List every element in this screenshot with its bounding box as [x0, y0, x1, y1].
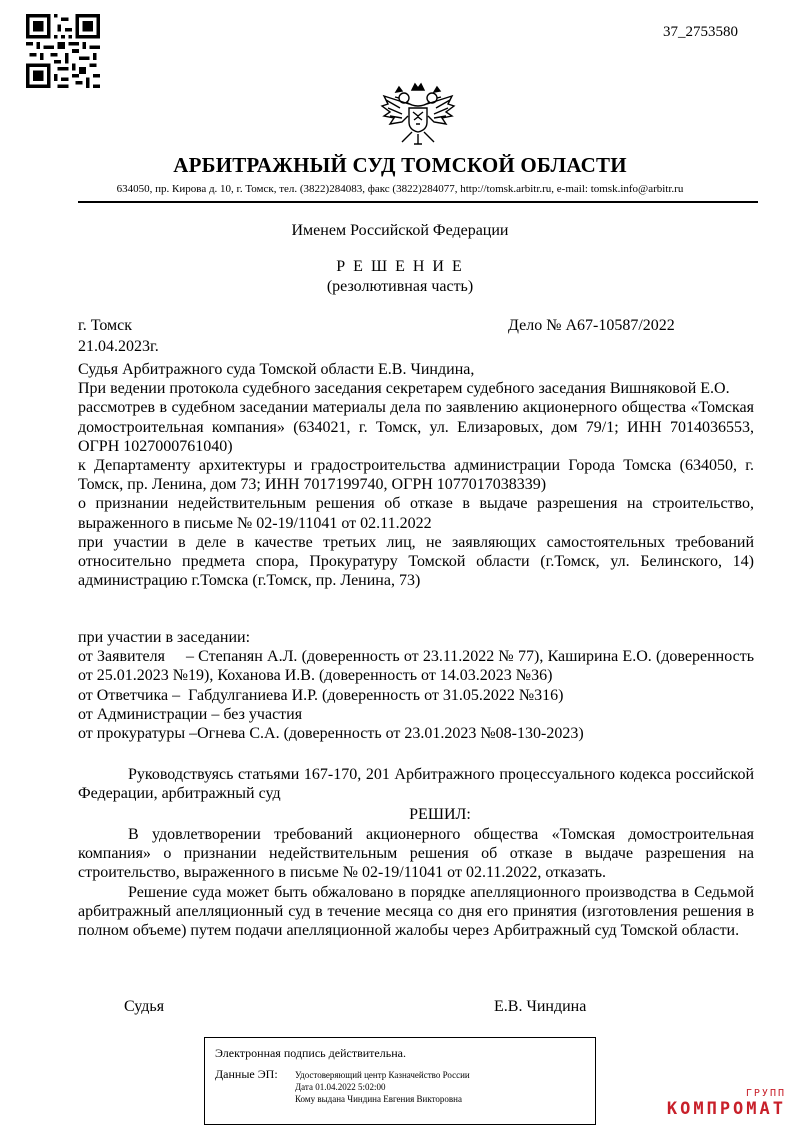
- participants-respondent: от Ответчика – Габдулганиева И.Р. (доверенность от 31.05.2022 №316): [78, 686, 564, 704]
- subject-line: о признании недействительным решения об отказе в выдаче разрешения на строительство, выраженного в письме № 02-19/11041 от 02.11.2022: [78, 495, 754, 532]
- third-parties-line: при участии в деле в качестве третьих лиц, не заявляющих самостоятельных требований относительно предмета спора, Прокуратуру Томской области (г.Томск, ул. Белинского, 14) администрацию г.Томска (г.Томск, пр. Ленина, 73): [78, 533, 754, 590]
- e-signature-valid: Электронная подпись действительна.: [215, 1046, 406, 1060]
- watermark-big: КОМПРОМАТ: [666, 1099, 786, 1119]
- case-description: [78, 360, 754, 590]
- case-number: Дело № А67-10587/2022: [508, 317, 675, 334]
- judge-line: Судья Арбитражного суда Томской области Е.В. Чиндина,: [78, 361, 475, 378]
- watermark-small: ГРУПП: [745, 1088, 786, 1099]
- resolved-label: РЕШИЛ:: [409, 806, 471, 823]
- qr-code: [26, 14, 100, 88]
- applicant-line: рассмотрев в судебном заседании материалы дела по заявлению акционерного общества «Томская домостроительная компания» (634021, г. Томск, ул. Елизаровых, дом 79/1; ИНН 7014036553, ОГРН 1027000761040): [78, 399, 754, 455]
- city: г. Томск: [78, 317, 133, 334]
- signature-label: Судья: [124, 998, 165, 1015]
- watermark: [667, 1088, 786, 1119]
- respondent-line: к Департаменту архитектуры и градостроительства администрации Города Томска (634050, г. Томск, пр. Ленина, дом 73; ИНН 7017199740, ОГРН 1077017038339): [78, 457, 754, 494]
- judge-name: Е.В. Чиндина: [494, 998, 587, 1015]
- e-signature-issuer: Удостоверяющий центр Казначейство России: [295, 1070, 470, 1080]
- document-number: 37_2753580: [663, 24, 738, 40]
- decision-heading: Р Е Ш Е Н И Е: [336, 258, 464, 275]
- e-signature-details: [295, 1069, 470, 1105]
- e-signature-issued-to: Кому выдана Чиндина Евгения Викторовна: [295, 1094, 462, 1104]
- name-of-federation: Именем Российской Федерации: [291, 222, 509, 239]
- participants: [78, 628, 758, 743]
- decision-subtitle: (резолютивная часть): [326, 278, 474, 295]
- coat-of-arms-icon: [376, 76, 460, 152]
- resolution-text: В удовлетворении требований акционерного общества «Томская домостроительная компания» о признании недействительным решения об отказе в выдаче разрешения на строительство, выраженного в письме № 02-19/11041 от 02.11.2022, отказать.: [78, 826, 754, 882]
- guided-by: Руководствуясь статьями 167-170, 201 Арбитражного процессуального кодекса российской Федерации, арбитражный суд: [78, 766, 754, 803]
- participants-administration: от Администрации – без участия: [78, 705, 303, 723]
- court-title: АРБИТРАЖНЫЙ СУД ТОМСКОЙ ОБЛАСТИ: [173, 153, 627, 177]
- e-signature-data-label: Данные ЭП:: [215, 1067, 278, 1081]
- participants-applicant: от Заявителя – Степанян А.Л. (доверенность от 23.11.2022 № 77), Каширина Е.О. (доверенность от 25.01.2023 №19), Коханова И.В. (доверенность от 14.03.2023 №36): [78, 648, 758, 685]
- header-divider: [78, 201, 758, 203]
- secretary-line: При ведении протокола судебного заседания секретарем судебного заседания Вишняковой Е.О.: [78, 380, 730, 398]
- court-address: 634050, пр. Кирова д. 10, г. Томск, тел. (3822)284083, факс (3822)284077, http://tomsk.arbitr.ru, e-mail: tomsk.info@arbitr.ru: [116, 183, 684, 195]
- e-signature-box: [204, 1037, 596, 1125]
- participants-prosecutor: от прокуратуры –Огнева С.А. (доверенность от 23.01.2023 №08-130-2023): [78, 725, 584, 743]
- participants-intro: при участии в заседании:: [78, 629, 251, 646]
- e-signature-date: Дата 01.04.2022 5:02:00: [295, 1082, 386, 1092]
- appeal-text: Решение суда может быть обжаловано в порядке апелляционного производства в Седьмой арбитражный апелляционный суд в течение месяца со дня его принятия (изготовления решения в полном объеме) путем подачи апелляционной жалобы через Арбитражный суд Томской области.: [78, 884, 754, 940]
- decision-date: 21.04.2023г.: [78, 338, 159, 355]
